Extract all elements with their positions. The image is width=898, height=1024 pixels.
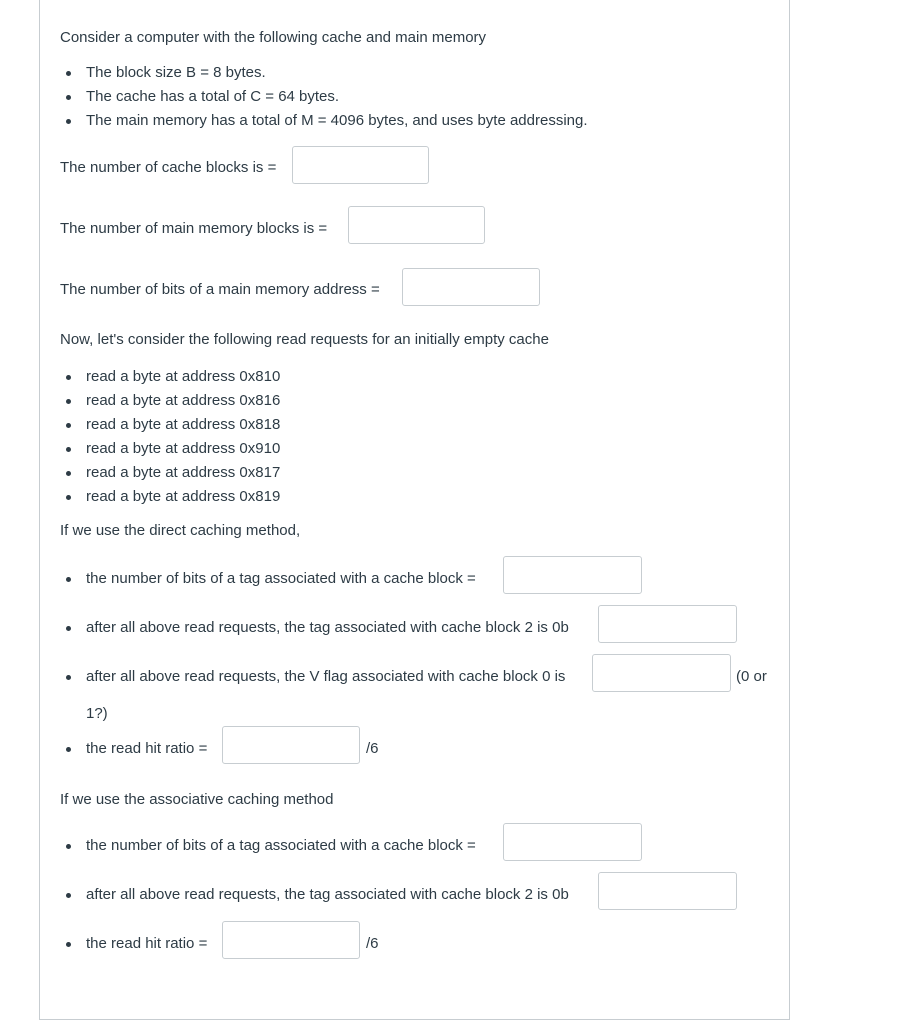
assoc-intro: If we use the associative caching method (60, 791, 334, 808)
assoc-hit-ratio-suffix: /6 (366, 935, 379, 952)
assoc-hit-ratio-input[interactable] (222, 921, 360, 959)
bullet-icon (66, 942, 71, 947)
direct-tag-bits-input[interactable] (503, 556, 642, 594)
request-item: read a byte at address 0x819 (86, 488, 281, 505)
request-item: read a byte at address 0x817 (86, 464, 281, 481)
spec-item: The cache has a total of C = 64 bytes. (86, 88, 340, 105)
spec-item: The block size B = 8 bytes. (86, 64, 266, 81)
bullet-icon (66, 844, 71, 849)
request-item: read a byte at address 0x910 (86, 440, 281, 457)
direct-intro: If we use the direct caching method, (60, 522, 301, 539)
direct-hit-ratio-suffix: /6 (366, 740, 379, 757)
vflag-hint: (0 or (736, 668, 767, 685)
addr-bits-input[interactable] (402, 268, 540, 306)
cache-blocks-label: The number of cache blocks is = (60, 159, 277, 176)
assoc-tag-bits-input[interactable] (503, 823, 642, 861)
direct-vflag-input[interactable] (592, 654, 731, 692)
spec-item: The main memory has a total of M = 4096 bytes, and uses byte addressing. (86, 112, 588, 129)
assoc-tag-block2-input[interactable] (598, 872, 737, 910)
bullet-icon (66, 399, 71, 404)
vflag-hint-cont: 1?) (86, 705, 108, 722)
bullet-icon (66, 495, 71, 500)
bullet-icon (66, 675, 71, 680)
assoc-tag-bits-label: the number of bits of a tag associated with a cache block = (86, 837, 476, 854)
mem-blocks-input[interactable] (348, 206, 485, 244)
bullet-icon (66, 893, 71, 898)
direct-vflag-label: after all above read requests, the V flag associated with cache block 0 is (86, 668, 566, 685)
direct-tag-bits-label: the number of bits of a tag associated with a cache block = (86, 570, 476, 587)
requests-intro: Now, let's consider the following read requests for an initially empty cache (60, 331, 549, 348)
direct-hit-ratio-input[interactable] (222, 726, 360, 764)
request-item: read a byte at address 0x816 (86, 392, 281, 409)
bullet-icon (66, 447, 71, 452)
request-item: read a byte at address 0x810 (86, 368, 281, 385)
bullet-icon (66, 747, 71, 752)
request-item: read a byte at address 0x818 (86, 416, 281, 433)
direct-tag-block2-label: after all above read requests, the tag associated with cache block 2 is 0b (86, 619, 569, 636)
bullet-icon (66, 577, 71, 582)
cache-blocks-input[interactable] (292, 146, 429, 184)
direct-tag-block2-input[interactable] (598, 605, 737, 643)
direct-hit-ratio-label: the read hit ratio = (86, 740, 208, 757)
bullet-icon (66, 71, 71, 76)
assoc-tag-block2-label: after all above read requests, the tag associated with cache block 2 is 0b (86, 886, 569, 903)
bullet-icon (66, 375, 71, 380)
bullet-icon (66, 423, 71, 428)
bullet-icon (66, 471, 71, 476)
intro-text: Consider a computer with the following cache and main memory (60, 29, 487, 46)
mem-blocks-label: The number of main memory blocks is = (60, 220, 328, 237)
bullet-icon (66, 626, 71, 631)
assoc-hit-ratio-label: the read hit ratio = (86, 935, 208, 952)
bullet-icon (66, 119, 71, 124)
addr-bits-label: The number of bits of a main memory address = (60, 281, 380, 298)
bullet-icon (66, 95, 71, 100)
